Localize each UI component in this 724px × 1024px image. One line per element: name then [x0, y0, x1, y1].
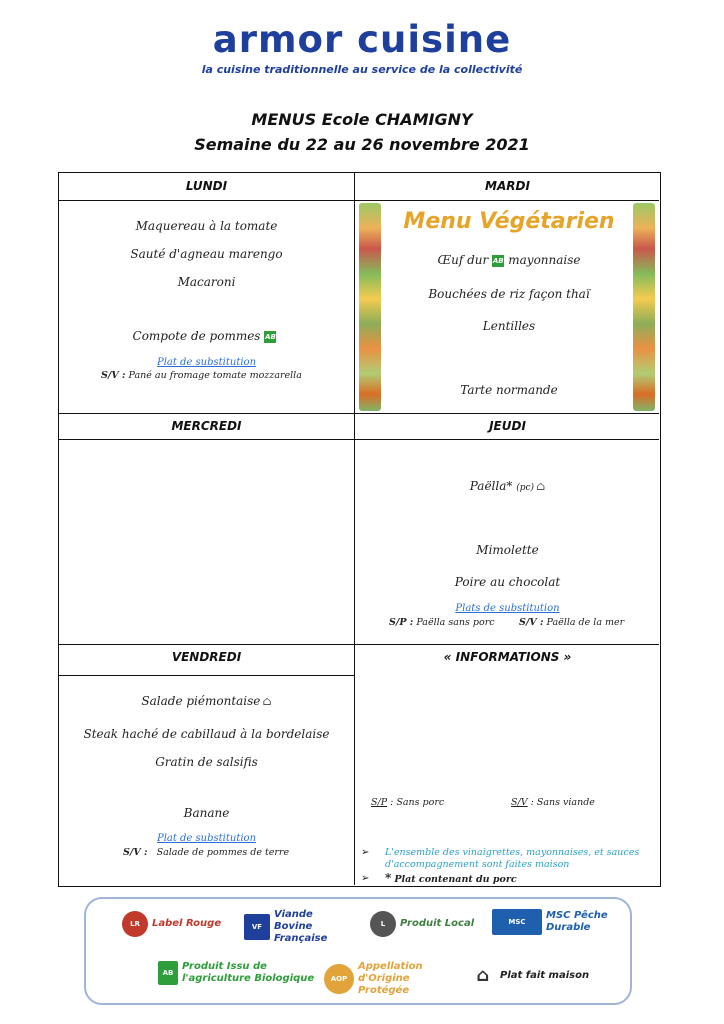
info-abbr-sv: S/V : Sans viande — [511, 797, 595, 808]
vbf-icon: VF — [244, 914, 270, 940]
vendredi-substitution: S/V : Salade de pommes de terre — [123, 847, 290, 858]
header-jeudi: JEUDI — [489, 419, 526, 433]
label-rouge-icon: LR — [122, 911, 148, 937]
vendredi-dish: Salade piémontaise — [141, 694, 261, 708]
ab-icon: AB — [265, 332, 276, 341]
brand-name: armor cuisine — [212, 18, 512, 61]
lundi-substitution-link[interactable]: Plat de substitution — [156, 357, 257, 368]
jeudi-substitution: S/P : Paëlla sans porc — [389, 617, 495, 628]
logo-vbf: VF Viande Bovine Française — [244, 909, 352, 945]
header-vendredi: VENDREDI — [171, 650, 242, 664]
mardi-dish: Lentilles — [482, 319, 536, 333]
menu-title: MENUS Ecole CHAMIGNY — [251, 110, 473, 129]
info-note-pork: * Plat contenant du porc — [385, 871, 517, 885]
vendredi-dish: Steak haché de cabillaud à la bordelaise — [83, 727, 330, 741]
lundi-dish-bio — [59, 329, 354, 343]
logo-bio: AB Produit Issu de l'agriculture Biologique — [158, 961, 318, 985]
lundi-dish: Compote de pommes — [132, 329, 261, 343]
house-icon: ⌂ — [536, 479, 546, 493]
jeudi-dish-paella — [355, 479, 660, 493]
brand-tagline: la cuisine traditionnelle au service de la collectivité — [201, 63, 523, 76]
labels-legend — [84, 897, 632, 1005]
lundi-dish: Maquereau à la tomate — [135, 219, 278, 233]
logo-fait-maison: ⌂ Plat fait maison — [470, 963, 589, 989]
aop-icon: AOP — [324, 964, 354, 994]
header-informations: « INFORMATIONS » — [443, 650, 572, 664]
house-icon: ⌂ — [470, 963, 496, 989]
header-mercredi: MERCREDI — [171, 419, 242, 433]
vegetable-border-right-icon — [633, 203, 655, 411]
jeudi-substitution-link[interactable]: Plats de substitution — [455, 603, 560, 614]
mardi-dish: mayonnaise — [508, 253, 581, 267]
msc-icon: MSC — [492, 909, 542, 935]
week-label: Semaine du 22 au 26 novembre 2021 — [194, 135, 530, 154]
lundi-substitution: S/V : Pané au fromage tomate mozzarella — [101, 370, 302, 381]
jeudi-substitution: S/V : Paëlla de la mer — [519, 617, 625, 628]
logo-msc: MSC MSC Pêche Durable — [492, 909, 622, 935]
lundi-dish: Macaroni — [177, 275, 236, 289]
local-icon: L — [370, 911, 396, 937]
info-note-sauces: L'ensemble des vinaigrettes, mayonnaises, et sauces d'accompagnement sont faites maison — [385, 847, 640, 870]
vendredi-dish-salade — [59, 694, 354, 708]
jeudi-dish: Paëlla* — [469, 479, 513, 493]
ab-icon: AB — [492, 256, 504, 265]
lundi-dish: Sauté d'agneau marengo — [130, 247, 283, 261]
house-icon: ⌂ — [262, 694, 272, 708]
header-lundi: LUNDI — [185, 179, 228, 193]
logo-aop: AOP Appellation d'Origine Protégée — [324, 961, 464, 997]
vendredi-dish: Banane — [183, 806, 230, 820]
ab-icon: AB — [158, 961, 178, 985]
logo-label-rouge: LR Label Rouge — [122, 911, 221, 937]
jeudi-dish: Mimolette — [476, 543, 539, 557]
mardi-dish: Bouchées de riz façon thaï — [428, 287, 590, 301]
menu-table — [58, 172, 661, 887]
mardi-dish: Tarte normande — [460, 383, 558, 397]
vendredi-substitution-link[interactable]: Plat de substitution — [156, 833, 257, 844]
mardi-dish-oeuf — [389, 253, 629, 267]
pork-indicator: (pc) — [516, 483, 535, 493]
jeudi-dish: Poire au chocolat — [454, 575, 561, 589]
vendredi-dish: Gratin de salsifis — [155, 755, 258, 769]
mardi-dish: Œuf dur — [437, 253, 489, 267]
bullet-icon: ➢ — [361, 847, 370, 858]
bullet-icon: ➢ — [361, 873, 370, 884]
header-mardi: MARDI — [485, 179, 530, 193]
info-abbr-sp: S/P : Sans porc — [371, 797, 445, 808]
menu-vegetarien-title: Menu Végétarien — [403, 209, 615, 234]
vegetable-border-left-icon — [359, 203, 381, 411]
logo-local: L Produit Local — [370, 911, 474, 937]
